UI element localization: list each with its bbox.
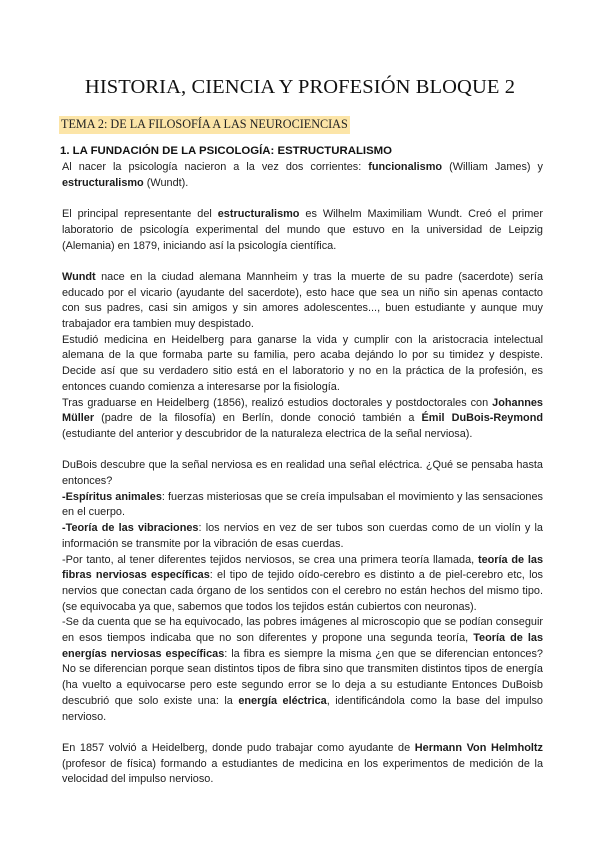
term-funcionalismo: funcionalismo xyxy=(368,161,443,173)
term-johannes-muller: Johannes Müller xyxy=(62,396,543,425)
term-estructuralismo: estructuralismo xyxy=(62,176,144,189)
text-run: : fuerzas misteriosas que se creía impulsaban el movimiento y las sensaciones en el cuerpo. xyxy=(62,490,543,519)
term-espiritus-animales: -Espíritus animales xyxy=(62,490,162,503)
paragraph-wundt-biography xyxy=(62,270,543,333)
document-body xyxy=(62,160,543,788)
text-run: nace en la ciudad alemana Mannheim y tras la muerte de su padre (sacerdote) sería educado por el vicario (ayudante del sacerdote), esto hace que sea un niño sin apenas contacto con sus padres, casi sin amigos y sin amores adolescentes..., buen estudiante y aunque muy trabajador era tambien muy despistado. xyxy=(62,270,543,330)
paragraph-spacer xyxy=(62,191,543,207)
text-run: Tras graduarse en Heidelberg (1856), realizó estudios doctorales y postdoctorales con xyxy=(62,396,493,409)
term-teoria-vibraciones: -Teoría de las vibraciones xyxy=(62,522,199,535)
document-title: HISTORIA, CIENCIA Y PROFESIÓN BLOQUE 2 xyxy=(84,76,516,98)
paragraph-spacer xyxy=(62,443,543,459)
paragraph-helmholtz xyxy=(62,741,543,788)
text-run: (profesor de física) formando a estudiantes de medicina en los experimentos de medición de la velocidad del impulso nervioso. xyxy=(62,757,543,786)
paragraph-wundt-studies: Estudió medicina en Heidelberg para ganarse la vida y cumplir con la aristocracia intelectual alemana de la que formaba parte su familia, pero acaba dejándo lo por su timidez y despiste. Decide así que su verdadero sitio está en el laboratorio y no en la práctica de la profesión, es entonces cuando comienza a interesarse por la fisiología. xyxy=(62,333,543,393)
paragraph-currents xyxy=(62,160,543,191)
paragraph-dubois-discovery: DuBois descubre que la señal nerviosa es en realidad una señal eléctrica. ¿Qué se pensaba hasta entonces? xyxy=(62,459,543,488)
section-heading: 1. LA FUNDACIÓN DE LA PSICOLOGÍA: ESTRUCTURALISMO xyxy=(60,145,393,157)
paragraph-spacer xyxy=(62,254,543,270)
text-run: -Por tanto, al tener diferentes tejidos nerviosos, se crea una primera teoría llamada, xyxy=(62,553,478,566)
text-run: , identificándola como la base del impulso nervioso. xyxy=(62,694,543,723)
text-run: es Wilhelm Maximiliam Wundt. Creó el primer laboratorio de psicología experimental del mundo que estuvo en la universidad de Leipzig (Alemania) en 1879, iniciando así la psicología científica. xyxy=(62,208,543,252)
term-emil-dubois-reymond: Émil DuBois-Reymond xyxy=(421,412,544,425)
term-fibras-especificas: teoría de las fibras nerviosas específicas xyxy=(62,553,543,582)
text-run: (estudiante del anterior y descubridor de la naturaleza electrica de la señal nerviosa). xyxy=(62,427,473,440)
text-run: En 1857 volvió a Heidelberg, donde pudo trabajar como ayudante de xyxy=(62,741,415,754)
term-helmholtz: Hermann Von Helmholtz xyxy=(414,741,543,754)
paragraph-specific-fibers xyxy=(62,553,543,616)
paragraph-vibration-theory xyxy=(62,521,543,552)
text-run: (Wundt). xyxy=(143,176,189,189)
text-run: (padre de la filosofía) en Berlín, donde conoció también a xyxy=(94,412,422,425)
text-run: : los nervios en vez de ser tubos son cuerdas como de un violín y la información se transmite por la vibración de esas cuerdas. xyxy=(62,522,543,550)
text-run: -Se da cuenta que se ha equivocado, las pobres imágenes al microscopio que se podían conseguir en esos tiempos indicaba que no son diferentes y propone una segunda teoría, xyxy=(62,616,543,645)
paragraph-representative xyxy=(62,207,543,254)
paragraph-graduation xyxy=(62,396,543,443)
term-wundt: Wundt xyxy=(62,270,96,283)
term-energias-especificas: Teoría de las energías nerviosas específicas xyxy=(62,632,543,660)
text-run: Al nacer la psicología nacieron a la vez dos corrientes: xyxy=(62,161,369,173)
paragraph-animal-spirits xyxy=(62,490,543,521)
term-energia-electrica: energía eléctrica xyxy=(238,694,327,707)
topic-heading-wrapper xyxy=(59,115,350,134)
text-run: El principal representante del xyxy=(62,208,218,221)
paragraph-specific-energies xyxy=(62,615,543,725)
text-run: : el tipo de tejido oído-cerebro es distinto a de piel-cerebro etc, los nervios que conectan cada órgano de los sentidos con el cerebro no están hechos del mismo tipo. (se equivocaba ya que, sabemos que todos los tejidos están cubiertos con neuronas). xyxy=(62,569,543,613)
text-run: : la fibra es siempre la misma ¿en que se diferencian entonces? No se diferencian porque sean distintos tipos de fibra sino que transmiten distintos tipos de energía (ha vuelto a equivocarse pero este segundo error se lo deja a su estudiante Entonces DuBoisb descubrió que solo existe una: la xyxy=(62,647,543,707)
topic-heading: TEMA 2: DE LA FILOSOFÍA A LAS NEUROCIENCIAS xyxy=(59,116,350,134)
paragraph-spacer xyxy=(62,725,543,741)
term-estructuralismo: estructuralismo xyxy=(217,208,300,221)
text-run: (William James) y xyxy=(442,161,543,173)
